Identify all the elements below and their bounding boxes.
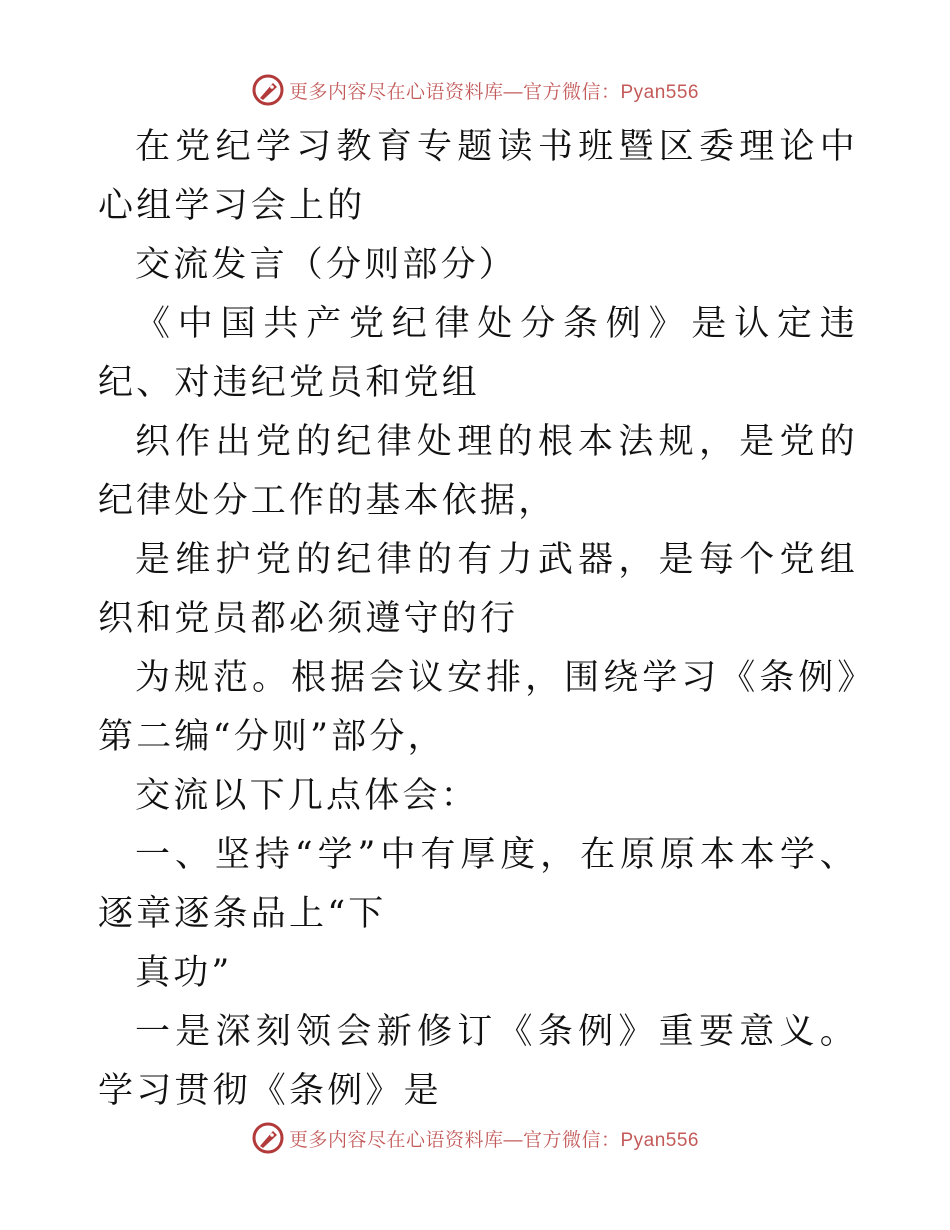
pen-nib-logo-icon [251,1121,285,1155]
document-body [98,118,858,1121]
paragraph: 是维护党的纪律的有力武器，是每个党组织和党员都必须遵守的行 [98,540,858,639]
paragraph: 《中国共产党纪律处分条例》是认定违纪、对违纪党员和党组 [98,304,858,403]
watermark-text: 更多内容尽在心语资料库—官方微信：Pyan556 [288,81,699,103]
footer-watermark [0,1118,950,1158]
paragraph-subtitle: 交流发言（分则部分） [135,245,518,285]
header-watermark [0,70,950,110]
watermark-text: 更多内容尽在心语资料库—官方微信：Pyan556 [288,1129,699,1151]
section-heading: 一、坚持“学”中有厚度，在原原本本学、逐章逐条品上“下 [98,835,858,934]
paragraph: 为规范。根据会议安排，围绕学习《条例》第二编“分则”部分， [98,658,858,757]
paragraph: 交流以下几点体会： [135,776,479,816]
paragraph-title: 在党纪学习教育专题读书班暨区委理论中心组学习会上的 [98,127,858,226]
paragraph: 织作出党的纪律处理的根本法规，是党的纪律处分工作的基本依据， [98,422,858,521]
pen-nib-logo-icon [251,73,285,107]
paragraph: 一是深刻领会新修订《条例》重要意义。学习贯彻《条例》是 [98,1012,858,1111]
paragraph: 真功” [135,953,233,993]
